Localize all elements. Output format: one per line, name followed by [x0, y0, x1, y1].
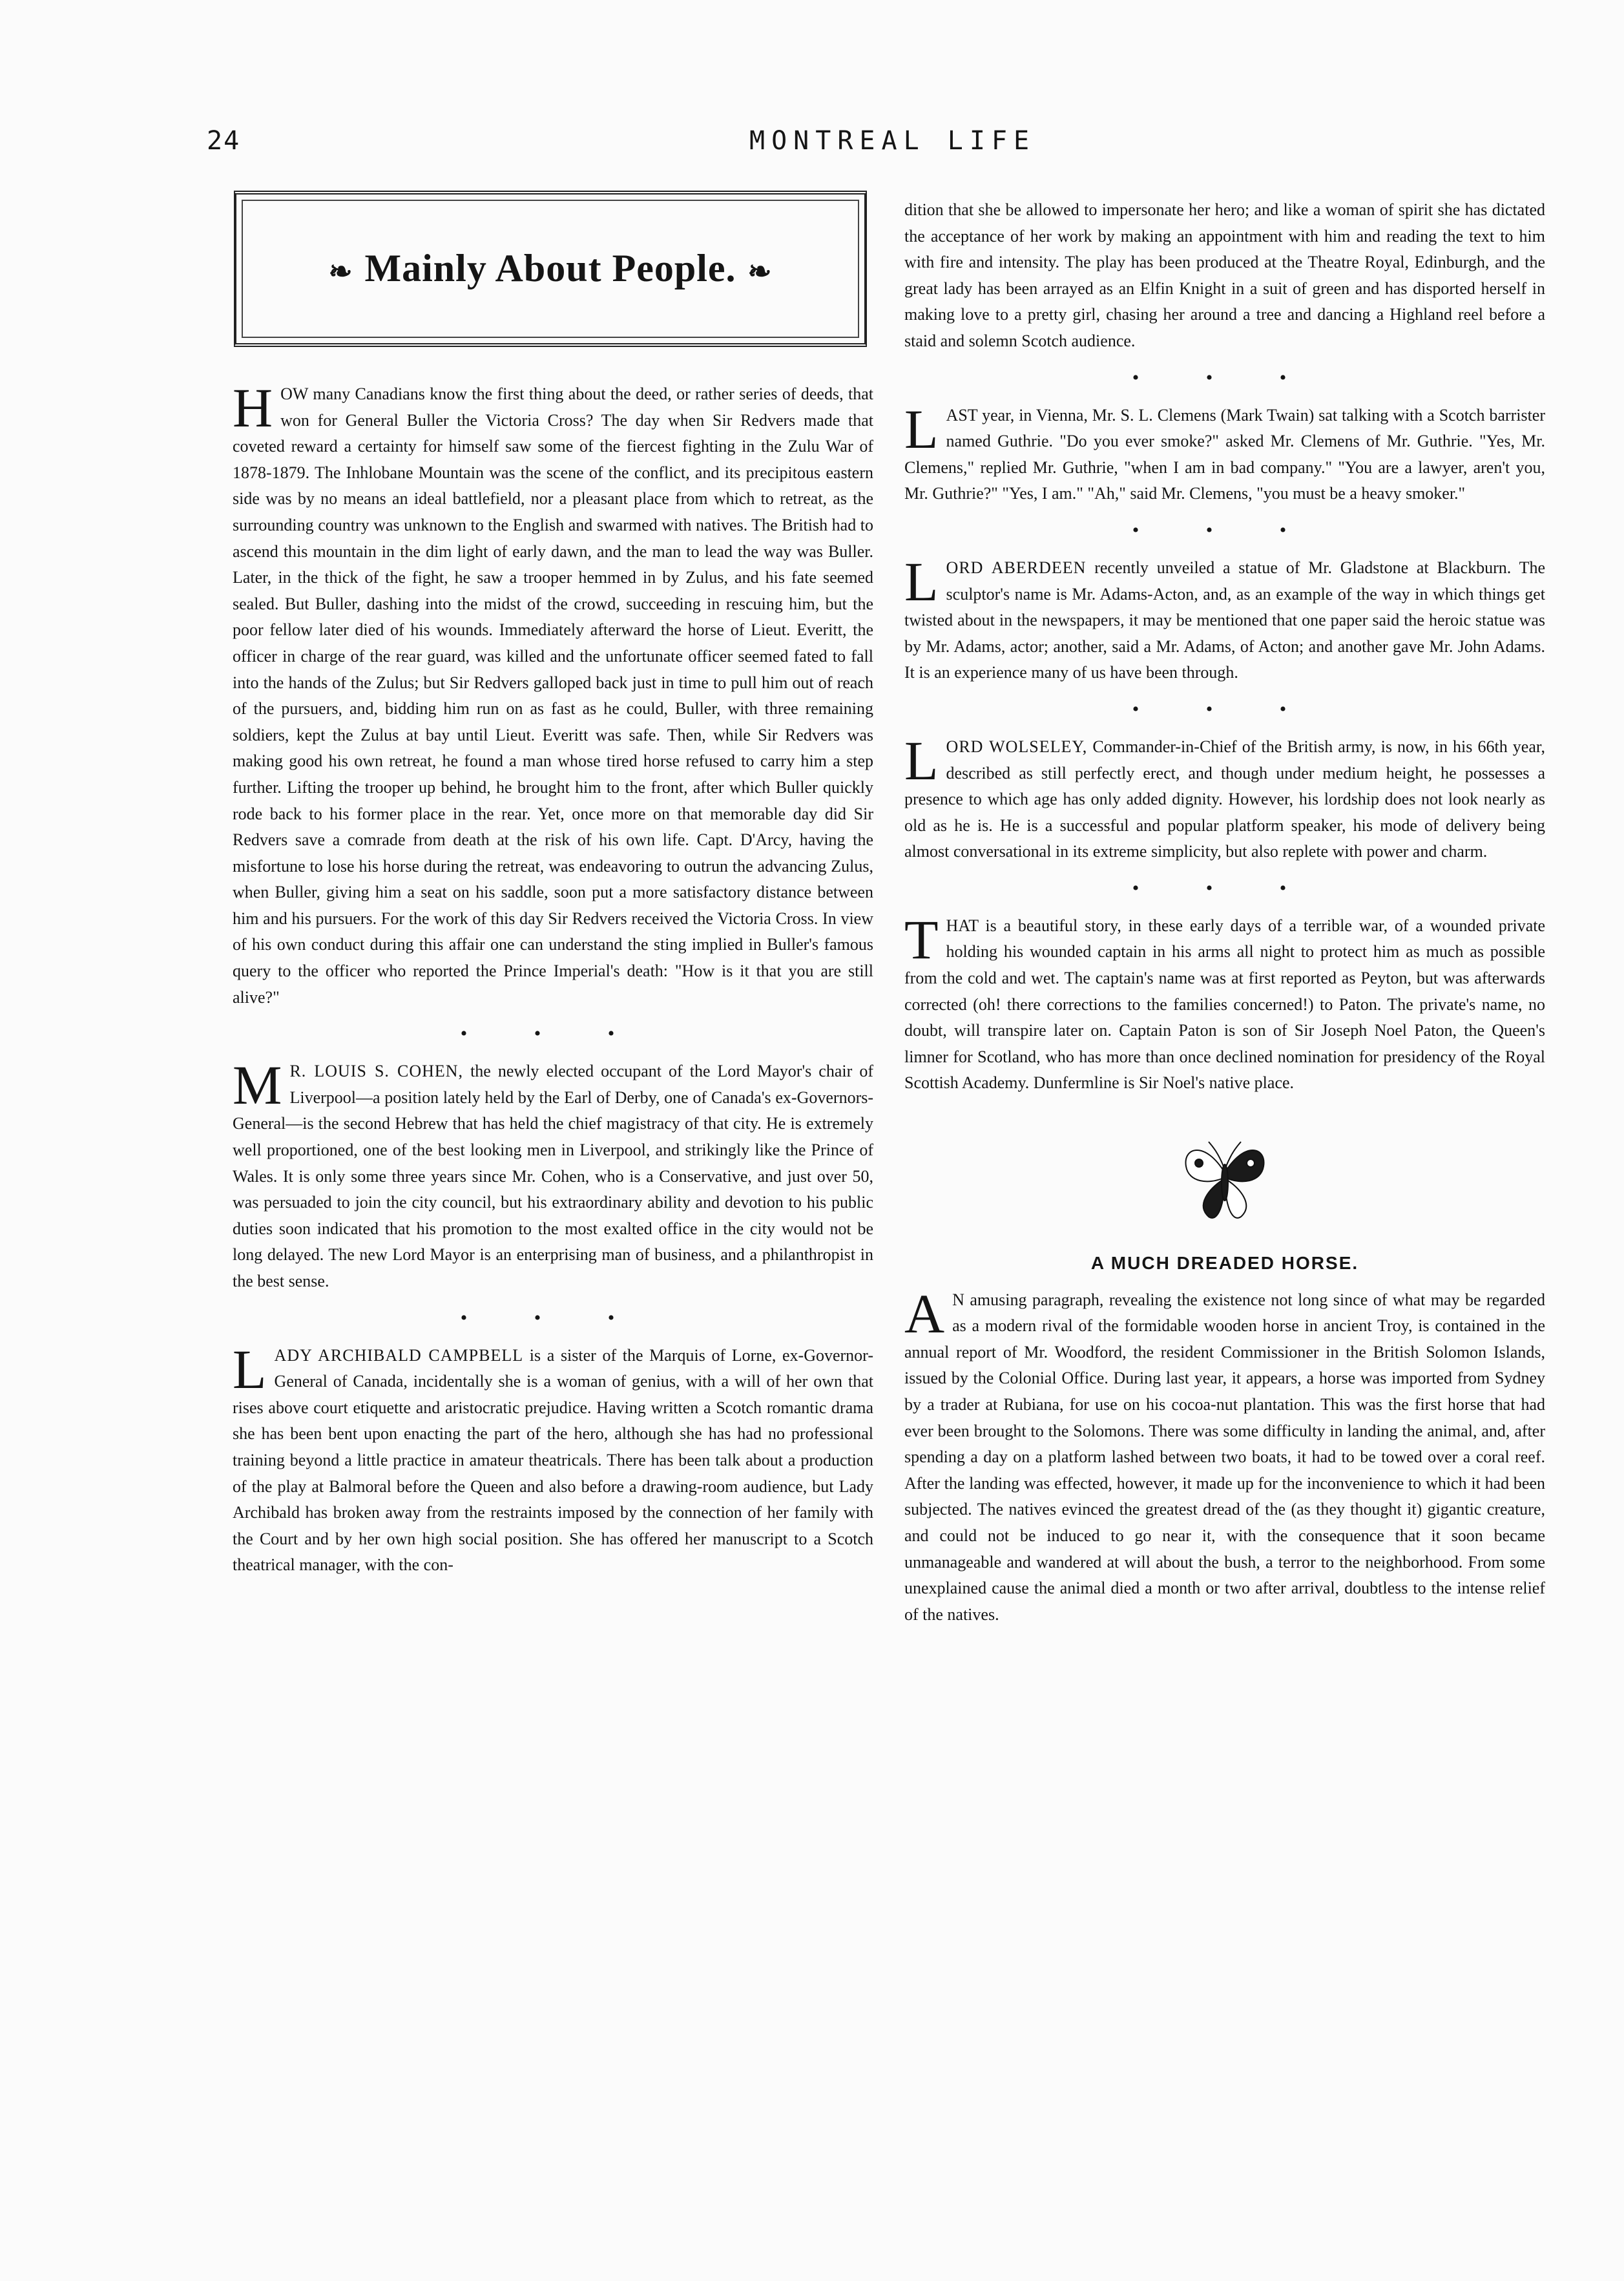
page-number: 24 [207, 126, 241, 156]
section-title-box [234, 191, 867, 347]
article-paton [904, 908, 1545, 1097]
article-text: recently unveiled a statue of Mr. Gladstone at Blackburn. The sculptor's name is Mr. Adams-Acton, and, as an example of the way in which things get twisted about in the newspapers, it may be mentioned that one paper said the heroic statue was by Mr. Adams, actor; another, said a Mr. Adams, of Acton; and another gave Mr. John Adams. It is an experience many of us have been through. [904, 558, 1545, 682]
article-cohen [233, 1054, 873, 1294]
article-text: AST year, in Vienna, Mr. S. L. Clemens (Mark Twain) sat talking with a Scotch barrister named Guthrie. "Do you ever smoke?" asked Mr. Clemens of Mr. Guthrie. "Yes, Mr. Clemens," replied Mr. Guthrie, "when I am in bad company." "You are a lawyer, aren't you, Mr. Guthrie?" "Yes, I am." "Ah," said Mr. Clemens, "you must be a heavy smoker." [904, 405, 1545, 503]
dropcap: L [904, 550, 939, 613]
dropcap: T [904, 908, 939, 971]
dropcap: H [233, 377, 273, 439]
article-heading: A MUCH DREADED HORSE. [1090, 1253, 1359, 1274]
dropcap: L [904, 397, 939, 460]
publication-title: MONTREAL LIFE [749, 126, 1036, 156]
article-text: OW many Canadians know the first thing about the deed, or rather series of deeds, that won for General Buller the Victoria Cross? The day when Sir Redvers made that coveted reward a certainty for himself saw some of the fiercest fighting in the Zulu War of 1878-1879. The Inhlobane Mountain was the scene of the conflict, and its precipitous eastern side was by no means an ideal battlefield, nor a pleasant place from which to retreat, as the surrounding country was unknown to the English and swarmed with natives. The British had to ascend this mountain in the dim light of early dawn, and the man to lead the way was Buller. Later, in the thick of the fight, he saw a trooper hemmed in by Zulus, and his fate seemed sealed. But Buller, dashing into the midst of the crowd, succeeding in rescuing him, but the poor fellow later died of his wounds. Immediately afterward the horse of Lieut. Everitt, the officer in charge of the rear guard, was killed and the unfortunate officer seemed fated to fall into the hands of the Zulus; but Sir Redvers galloped back just in time to pull him out of reach of the pursuers, and, bidding him run on as fast as he could, Buller, with three remaining soldiers, kept the Zulus at bay until Lieut. Everitt was safe. Then, while Sir Redvers was making good his own retreat, he found a man whose tired horse refused to carry him a step further. Lifting the trooper up behind, he brought him to the front, after which Buller quickly rode back to his former place in the rear. Yet, once more on that memorable day did Sir Redvers save a comrade from death at the risk of his own life. Capt. D'Arcy, having the misfortune to lose his horse during the retreat, was endeavoring to outrun the advancing Zulus, when Buller, giving him a seat on his saddle, soon put a more satisfactory distance between him and his pursuers. For the work of this day Sir Redvers received the Victoria Cross. In view of his own conduct during this affair one can understand the sting implied in Buller's famous query to the officer who reported the Prince Imperial's death: "How is it that you are still alive?" [233, 384, 873, 1007]
asterism-divider: • • • [1132, 519, 1318, 541]
dropcap: M [233, 1054, 282, 1117]
asterism-divider: • • • [460, 1023, 646, 1045]
article-mark-twain [904, 397, 1545, 507]
page-header [207, 126, 1357, 171]
dropcap: A [904, 1282, 945, 1345]
article-text: Commander-in-Chief of the British army, is now, in his 66th year, described as still perfectly erect, and though under medium height, he possesses a presence to which age has only added dignity. However, his lordship does not look nearly as old as he is. He is a successful and popular platform speaker, his mode of delivery being almost conversational in its extreme simplicity, but also replete with power and charm. [904, 737, 1545, 861]
asterism-divider: • • • [1132, 366, 1318, 388]
dropcap: L [904, 729, 939, 792]
article-text: is a sister of the Marquis of Lorne, ex-Governor-General of Canada, incidentally she is a woman of genius, with a will of her own that rises above court etiquette and aristocratic prejudice. Having written a Scotch romantic drama she has been bent upon enacting the part of the hero, although she has had no professional training beyond a little practice in amateur theatricals. There has been talk about a production of the play at Balmoral before the Queen and also before a drawing-room audience, but Lady Archibald has broken away from the restraints imposed by the connection of her family with the Court and by her own high social position. She has offered her manuscript to a Scotch theatrical manager, with the con- [233, 1345, 873, 1575]
article-text: the newly elected occupant of the Lord Mayor's chair of Liverpool—a position lately held by the Earl of Derby, one of Canada's ex-Governors-General—is the second Hebrew that has held the chief magistracy of that city. He is extremely well proportioned, one of the best looking men in Liverpool, and strikingly like the Prince of Wales. It is only some three years since Mr. Cohen, who is a Conservative, and just over 50, was persuaded to join the city council, but his extraordinary ability and devotion to his public duties soon indicated that his promotion to the most exalted office in the city would not be long delayed. The new Lord Mayor is an enterprising man of business, and a philanthropist in the best sense. [233, 1062, 873, 1290]
article-lady-campbell [233, 1338, 873, 1579]
asterism-divider: • • • [1132, 698, 1318, 720]
article-wolseley [904, 729, 1545, 865]
butterfly-icon [1180, 1128, 1270, 1225]
article-lead: ORD ABERDEEN [946, 558, 1087, 577]
asterism-divider: • • • [460, 1307, 646, 1329]
article-lead: ADY ARCHIBALD CAMPBELL [274, 1345, 524, 1365]
article-buller [233, 377, 873, 1011]
article-lady-campbell-continued: dition that she be allowed to impersonate her hero; and like a woman of spirit she has dictated the acceptance of her work by making an appointment with him and reading the text to him with fire and intensity. The play has been produced at the Theatre Royal, Edinburgh, and the great lady has been arrayed as an Elfin Knight in a suit of green and has disported herself in making love to a pretty girl, chasing her around a tree and dancing a Highland reel before a staid and solemn Scotch audience. [904, 200, 1545, 350]
asterism-divider: • • • [1132, 877, 1318, 899]
article-aberdeen [904, 550, 1545, 686]
right-column [904, 197, 1545, 1628]
butterfly-illustration [904, 1128, 1545, 1231]
left-column [233, 377, 873, 1579]
leaf-ornament-right-icon: ❧ [747, 256, 773, 288]
article-lead: R. LOUIS S. COHEN, [289, 1062, 464, 1081]
section-title [236, 246, 864, 291]
article-text: N amusing paragraph, revealing the existence not long since of what may be regarded as a modern rival of the formidable wooden horse in ancient Troy, is contained in the annual report of Mr. Woodford, the resident Commissioner in the British Solomon Islands, issued by the Colonial Office. During last year, it appears, a horse was imported from Sydney by a trader at Rubiana, for use on his cocoa-nut plantation. This was the first horse that had ever been brought to the Solomons. There was some difficulty in landing the animal, and, after spending a day on a platform lashed between two boats, it had to be towed over a coral reef. After the landing was effected, however, it made up for the inconvenience to which it had been subjected. The natives evinced the greatest dread of the (as they thought it) gigantic creature, and could not be induced to go near it, with the consequence that it soon became unmanageable and wandered at will about the bush, a terror to the neighborhood. From some unexplained cause the animal died a month or two after arrival, doubtless to the intense relief of the natives. [904, 1290, 1545, 1624]
section-title-text: Mainly About People. [364, 247, 736, 289]
article-lead: ORD WOLSELEY, [946, 737, 1088, 756]
article-text: HAT is a beautiful story, in these early days of a terrible war, of a wounded private holding his wounded captain in his arms all night to protect him as much as possible from the cold and wet. The captain's name was at first reported as Peyton, but was afterwards corrected (oh! there corrections to the families concerned!) to Paton. The private's name, no doubt, will transpire later on. Captain Paton is son of Sir Joseph Noel Paton, the Queen's limner for Scotland, who has more than once declined nomination for presidency of the Royal Scottish Academy. Dunfermline is Sir Noel's native place. [904, 916, 1545, 1093]
leaf-ornament-left-icon: ❧ [328, 256, 353, 288]
article-dreaded-horse [904, 1282, 1545, 1628]
dropcap: L [233, 1338, 267, 1400]
